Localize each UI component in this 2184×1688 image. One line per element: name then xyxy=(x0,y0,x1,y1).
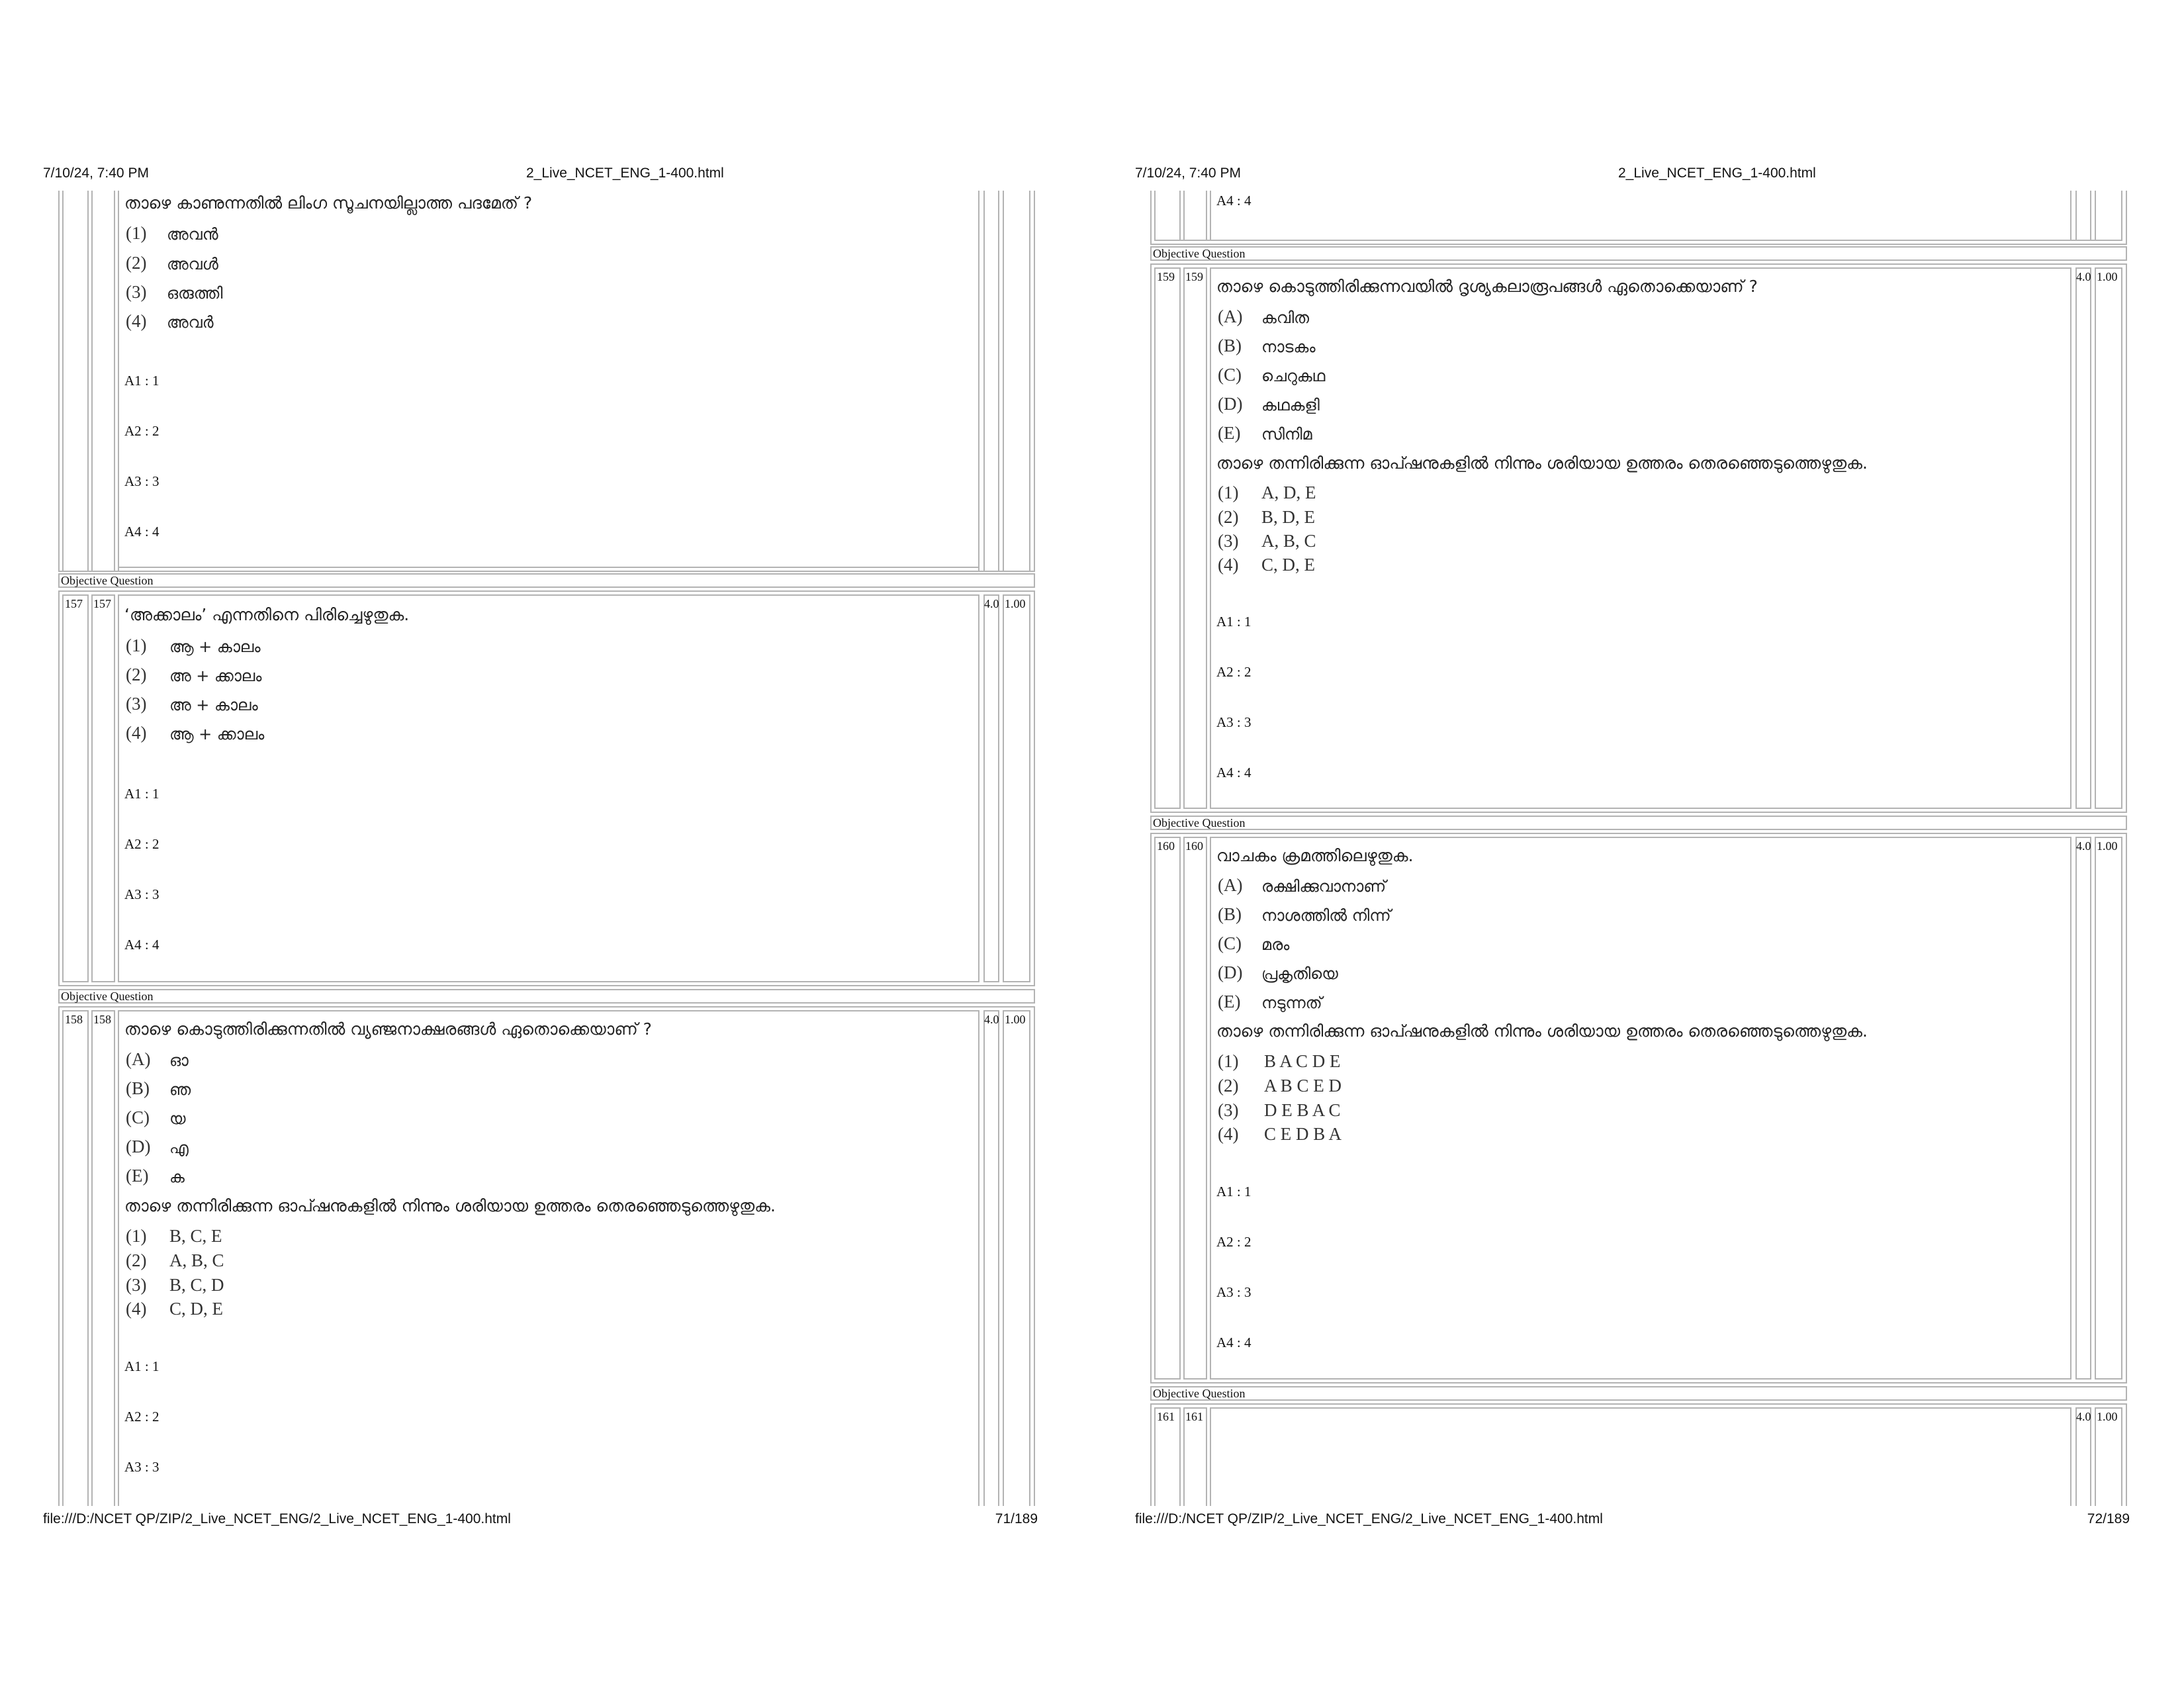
serial-number: 159 xyxy=(1157,270,1175,283)
option-text: A, B, C xyxy=(169,1250,224,1270)
item-key: (D) xyxy=(1218,962,1243,982)
negative-marks: 1.00 xyxy=(2097,270,2118,283)
item-key: (E) xyxy=(1218,423,1241,443)
item-key: (A) xyxy=(1218,306,1243,326)
option-key: (2) xyxy=(126,1250,147,1270)
page-number: 72/189 xyxy=(2087,1511,2130,1526)
answer-id: A4 : 4 xyxy=(124,524,159,539)
answer-id: A4 : 4 xyxy=(1216,1335,1251,1350)
file-url: file:///D:/NCET QP/ZIP/2_Live_NCET_ENG/2_Live_NCET_ENG_1-400.html xyxy=(43,1511,511,1526)
item-text: കഥകളി xyxy=(1261,396,1320,414)
print-date: 7/10/24, 7:40 PM xyxy=(43,165,149,181)
item-key: (B) xyxy=(1218,336,1242,355)
section-header xyxy=(1150,816,2127,830)
question-text: വാചകം ക്രമത്തിലെഴുതുക. xyxy=(1216,846,1414,865)
item-text: യ xyxy=(169,1109,186,1128)
item-key: (A) xyxy=(126,1049,151,1069)
question-text: താഴെ കാണുന്നതിൽ ലിംഗ സൂചനയില്ലാത്ത പദമേത് ? xyxy=(124,193,533,212)
option-key: (1) xyxy=(126,1226,147,1246)
negative-marks: 1.00 xyxy=(2097,839,2118,853)
item-text: പ്രകൃതിയെ xyxy=(1261,964,1338,983)
option-key: (2) xyxy=(1218,1076,1239,1096)
option-text: അ + ക്കാലം xyxy=(169,667,262,685)
item-text: കവിത xyxy=(1261,308,1310,327)
item-text: നടുന്നത് xyxy=(1261,994,1322,1012)
answer-id: A2 : 2 xyxy=(124,423,159,439)
section-label: Objective Question xyxy=(61,990,154,1003)
answer-id: A4 : 4 xyxy=(1216,765,1251,780)
option-key: (4) xyxy=(1218,555,1239,575)
item-key: (D) xyxy=(1218,394,1243,414)
answer-id: A1 : 1 xyxy=(124,786,159,802)
option-text: അവൻ xyxy=(167,225,218,244)
question-number: 160 xyxy=(1185,839,1203,853)
option-key: (4) xyxy=(126,311,147,331)
section-header xyxy=(1150,246,2127,261)
option-key: (1) xyxy=(1218,1051,1239,1071)
section-label: Objective Question xyxy=(61,574,154,587)
answer-id: A1 : 1 xyxy=(1216,1184,1251,1199)
option-text: ആ + ക്കാലം xyxy=(169,725,265,743)
option-text: A, D, E xyxy=(1261,483,1316,502)
instruction-text: താഴെ തന്നിരിക്കുന്ന ഓപ്ഷനുകളിൽ നിന്നും ശരിയായ ഉത്തരം തെരഞ്ഞെടുത്തെഴുതുക. xyxy=(1216,1021,1868,1041)
option-key: (3) xyxy=(1218,1100,1239,1120)
item-text: രക്ഷിക്കുവാനാണ് xyxy=(1261,877,1387,896)
option-text: അ + കാലം xyxy=(169,696,258,714)
item-key: (C) xyxy=(1218,365,1242,385)
item-key: (B) xyxy=(1218,904,1242,924)
answer-id: A1 : 1 xyxy=(124,1358,159,1374)
answer-id: A1 : 1 xyxy=(1216,614,1251,630)
option-text: B, D, E xyxy=(1261,507,1315,527)
marks: 4.0 xyxy=(2076,839,2091,853)
option-text: B, C, D xyxy=(169,1275,224,1295)
section-label: Objective Question xyxy=(1153,1387,1246,1400)
item-key: (A) xyxy=(1218,875,1243,895)
item-key: (E) xyxy=(126,1166,149,1186)
option-text: അവർ xyxy=(167,313,214,332)
option-text: C, D, E xyxy=(1261,555,1315,575)
option-text: B A C D E xyxy=(1264,1051,1341,1071)
section-header xyxy=(1150,1386,2127,1401)
question-number: 158 xyxy=(93,1013,111,1026)
item-key: (B) xyxy=(126,1078,150,1098)
page-72 xyxy=(1092,0,2184,1688)
answer-id: A3 : 3 xyxy=(1216,714,1251,730)
option-text: ആ + കാലം xyxy=(169,637,261,656)
item-text: ചെറുകഥ xyxy=(1261,367,1326,385)
option-text: C E D B A xyxy=(1264,1124,1342,1144)
question-number: 161 xyxy=(1185,1410,1203,1423)
section-label: Objective Question xyxy=(1153,816,1246,829)
option-text: അവൾ xyxy=(167,255,218,273)
instruction-text: താഴെ തന്നിരിക്കുന്ന ഓപ്ഷനുകളിൽ നിന്നും ശരിയായ ഉത്തരം തെരഞ്ഞെടുത്തെഴുതുക. xyxy=(1216,453,1868,473)
option-key: (2) xyxy=(1218,507,1239,527)
print-title: 2_Live_NCET_ENG_1-400.html xyxy=(1618,165,1816,181)
option-key: (1) xyxy=(1218,483,1239,502)
answer-id: A3 : 3 xyxy=(124,886,159,902)
negative-marks: 1.00 xyxy=(1005,597,1026,610)
section-header xyxy=(58,573,1035,588)
marks: 4.0 xyxy=(984,1013,999,1026)
marks: 4.0 xyxy=(984,597,999,610)
question-text: താഴെ കൊടുത്തിരിക്കുന്നവയിൽ ദൃശ്യകലാരൂപങ്ങൾ ഏതൊക്കെയാണ് ? xyxy=(1216,277,1758,296)
option-key: (1) xyxy=(126,635,147,655)
question-number: 157 xyxy=(93,597,111,610)
option-key: (4) xyxy=(126,723,147,743)
file-url: file:///D:/NCET QP/ZIP/2_Live_NCET_ENG/2_Live_NCET_ENG_1-400.html xyxy=(1135,1511,1603,1526)
negative-marks: 1.00 xyxy=(1005,1013,1026,1026)
question-text: താഴെ കൊടുത്തിരിക്കുന്നതിൽ വ്യഞ്ജനാക്ഷരങ്ങൾ ഏതൊക്കെയാണ് ? xyxy=(124,1019,652,1039)
answer-id: A4 : 4 xyxy=(124,937,159,953)
serial-number: 158 xyxy=(65,1013,83,1026)
answer-id: A2 : 2 xyxy=(1216,664,1251,680)
instruction-text: താഴെ തന്നിരിക്കുന്ന ഓപ്ഷനുകളിൽ നിന്നും ശരിയായ ഉത്തരം തെരഞ്ഞെടുത്തെഴുതുക. xyxy=(124,1196,776,1215)
item-key: (C) xyxy=(126,1107,150,1127)
item-key: (D) xyxy=(126,1137,151,1156)
answer-id: A3 : 3 xyxy=(1216,1284,1251,1300)
item-text: ക xyxy=(169,1168,185,1186)
option-text: C, D, E xyxy=(169,1299,223,1319)
option-key: (1) xyxy=(126,223,147,243)
option-text: ഒരുത്തി xyxy=(167,284,223,303)
marks: 4.0 xyxy=(2076,1410,2091,1423)
item-text: സിനിമ xyxy=(1261,425,1312,444)
serial-number: 161 xyxy=(1157,1410,1175,1423)
item-key: (E) xyxy=(1218,992,1241,1011)
answer-id: A2 : 2 xyxy=(124,836,159,852)
option-text: A B C E D xyxy=(1264,1076,1342,1096)
item-text: നാടകം xyxy=(1261,338,1316,356)
option-key: (3) xyxy=(126,694,147,714)
serial-number: 160 xyxy=(1157,839,1175,853)
section-label: Objective Question xyxy=(1153,247,1246,260)
question-text: ‘അക്കാലം’ എന്നതിനെ പിരിച്ചെഴുതുക. xyxy=(124,605,410,624)
option-key: (3) xyxy=(126,282,147,302)
option-key: (2) xyxy=(126,253,147,273)
option-key: (4) xyxy=(1218,1124,1239,1144)
option-key: (3) xyxy=(126,1275,147,1295)
page-number: 71/189 xyxy=(995,1511,1038,1526)
item-text: ഓ xyxy=(169,1051,189,1070)
option-text: A, B, C xyxy=(1261,531,1316,551)
answer-id: A1 : 1 xyxy=(124,373,159,389)
print-title: 2_Live_NCET_ENG_1-400.html xyxy=(526,165,724,181)
answer-id: A2 : 2 xyxy=(124,1409,159,1425)
answer-id: A3 : 3 xyxy=(124,473,159,489)
marks: 4.0 xyxy=(2076,270,2091,283)
item-text: എ xyxy=(169,1139,189,1157)
option-text: D E B A C xyxy=(1264,1100,1341,1120)
answer-id: A4 : 4 xyxy=(1216,193,1251,209)
item-text: നാശത്തിൽ നിന്ന് xyxy=(1261,906,1391,925)
item-text: മരം xyxy=(1261,935,1290,954)
section-header xyxy=(58,989,1035,1004)
serial-number: 157 xyxy=(65,597,83,610)
answer-id: A3 : 3 xyxy=(124,1459,159,1475)
option-key: (2) xyxy=(126,665,147,684)
item-text: ഞ xyxy=(169,1080,191,1099)
answer-id: A2 : 2 xyxy=(1216,1234,1251,1250)
option-key: (3) xyxy=(1218,531,1239,551)
item-key: (C) xyxy=(1218,933,1242,953)
option-text: B, C, E xyxy=(169,1226,222,1246)
negative-marks: 1.00 xyxy=(2097,1410,2118,1423)
question-number: 159 xyxy=(1185,270,1203,283)
option-key: (4) xyxy=(126,1299,147,1319)
print-date: 7/10/24, 7:40 PM xyxy=(1135,165,1241,181)
